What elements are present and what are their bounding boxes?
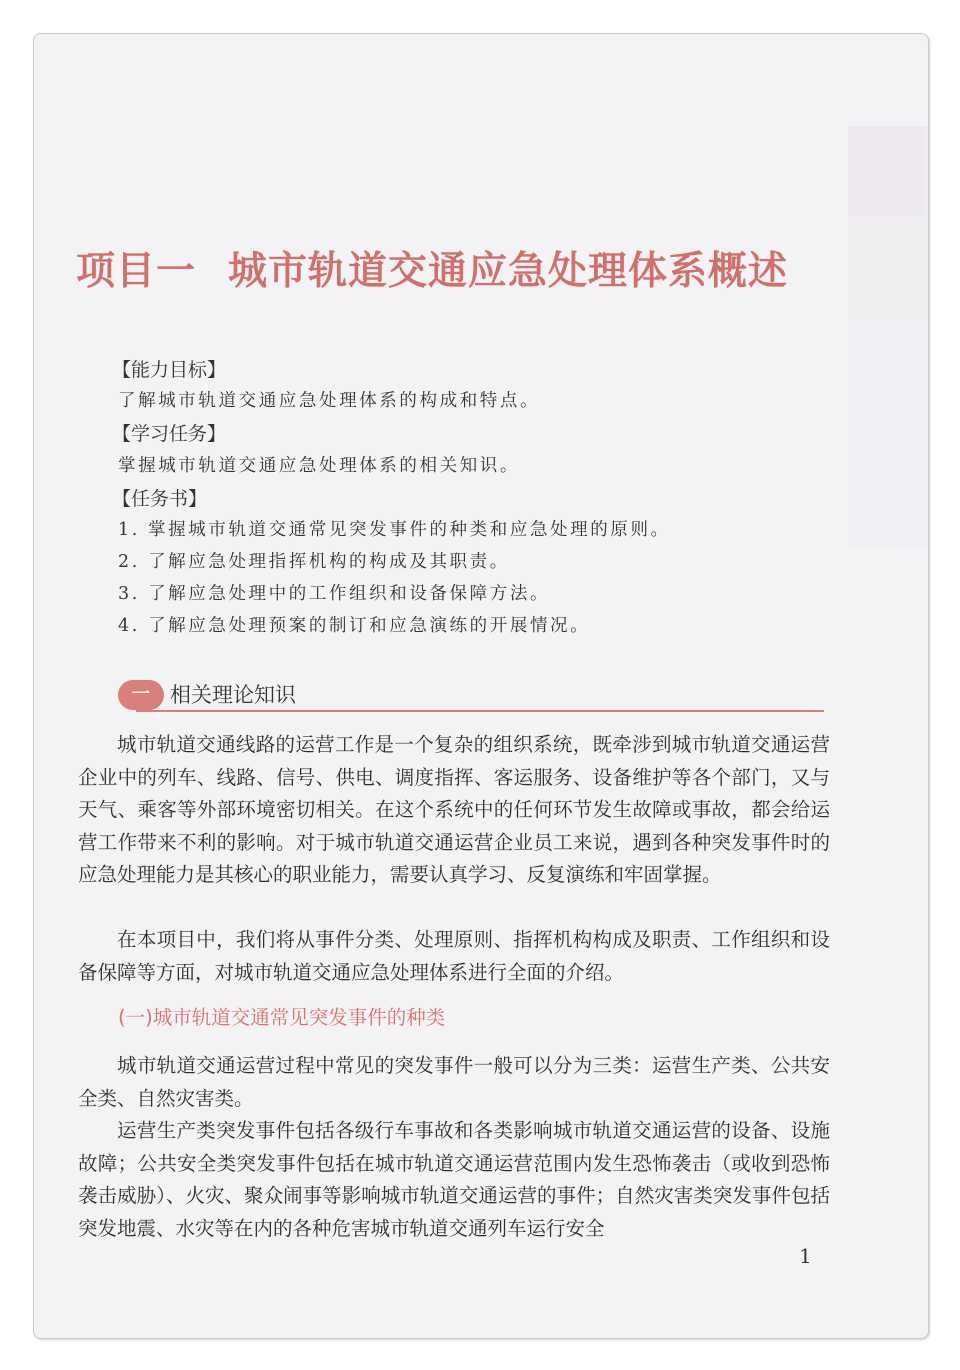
learning-task-text: 掌握城市轨道交通应急处理体系的相关知识。 <box>118 456 520 476</box>
section-title: 相关理论知识 <box>170 683 296 707</box>
page-number: 1 <box>799 1244 812 1268</box>
intro-paragraph: 城市轨道交通线路的运营工作是一个复杂的组织系统，既牵涉到城市轨道交通运营企业中的列车、线路、信号、供电、调度指挥、客运服务、设备维护等各个部门，又与天气、乘客等外部环境密切相关。在这个系统中的任何环节发生故障或事故，都会给运营工作带来不利的影响。对于城市轨道交通运营企业员工来说，遇到各种突发事件时的应急处理能力是其核心的职业能力，需要认真学习、反复演练和牢固掌握。 <box>78 733 830 886</box>
ability-goal-text: 了解城市轨道交通应急处理体系的构成和特点。 <box>118 391 541 411</box>
learning-task-tag: 【学习任务】 <box>112 423 227 445</box>
category-details-paragraph: 运营生产类突发事件包括各级行车事故和各类影响城市轨道交通运营的设备、设施故障；公共安全类突发事件包括在城市轨道交通运营范围内发生恐怖袭击（或收到恐怖袭击威胁）、火灾、聚众闹事等影响城市轨道交通运营的事件；自然灾害类突发事件包括突发地震、水灾等在内的各种危害城市轨道交通列车运行安全 <box>78 1119 830 1240</box>
section-number-badge: 一 <box>118 680 164 710</box>
ability-goal-tag: 【能力目标】 <box>112 359 227 381</box>
categories-paragraph: 城市轨道交通运营过程中常见的突发事件一般可以分为三类：运营生产类、公共安全类、自然灾害类。 <box>78 1054 830 1110</box>
project-label: 项目一 <box>76 248 197 294</box>
section-heading <box>118 678 824 712</box>
taskbook-tag: 【任务书】 <box>112 488 208 510</box>
side-thumb-block <box>848 126 924 216</box>
section-divider <box>136 710 824 712</box>
book-page <box>33 33 929 1339</box>
task-item-3: 3. 了解应急处理中的工作组织和设备保障方法。 <box>118 584 551 604</box>
scope-paragraph: 在本项目中，我们将从事件分类、处理原则、指挥机构构成及职责、工作组织和设备保障等方面，对城市轨道交通应急处理体系进行全面的介绍。 <box>78 928 830 984</box>
task-item-1: 1. 掌握城市轨道交通常见突发事件的种类和应急处理的原则。 <box>118 520 671 540</box>
task-item-4: 4. 了解应急处理预案的制订和应急演练的开展情况。 <box>118 616 591 636</box>
task-item-2: 2. 了解应急处理指挥机构的构成及其职责。 <box>118 552 510 572</box>
project-title <box>76 240 788 296</box>
project-title-text: 城市轨道交通应急处理体系概述 <box>228 248 789 294</box>
side-thumb-tab <box>848 126 928 546</box>
subsection-heading: (一)城市轨道交通常见突发事件的种类 <box>118 1006 446 1029</box>
